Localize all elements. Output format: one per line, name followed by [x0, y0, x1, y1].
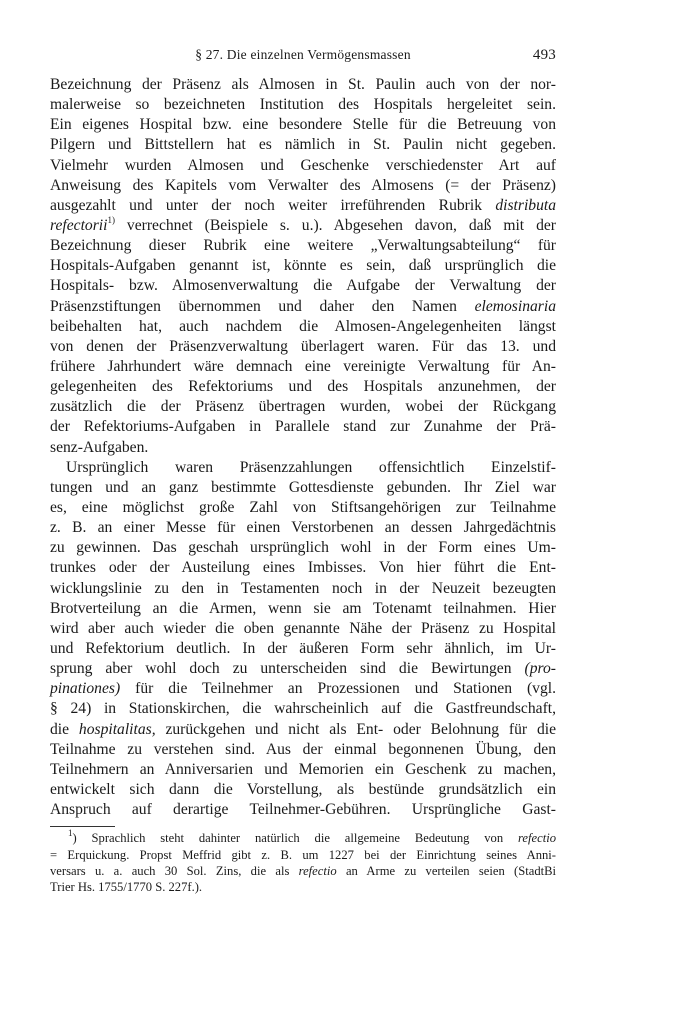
text-line: Anweisung des Kapitels vom Verwalter des Almosens (= der Präsenz)	[50, 176, 556, 194]
footnote-line: versars u. a. auch 30 Sol. Zins, die als refectio an Arme zu verteilen seien (StadtBi	[50, 863, 557, 878]
text-line: Brotverteilung an die Armen, wenn sie am Totenamt teilnahmen. Hier	[50, 599, 556, 617]
text-line: Bezeichnung dieser Rubrik eine weitere „Verwaltungsabteilung“ für	[50, 237, 556, 255]
footnote-line: = Erquickung. Propst Meffrid gibt z. B. um 1227 bei der Einrichtung seines Anni-	[50, 847, 556, 862]
text-line: wird aber auch wieder die oben genannte Nähe der Präsenz zu Hospital	[50, 619, 556, 637]
text-line: ausgezahlt und unter der noch weiter irreführenden Rubrik distributa	[50, 196, 556, 214]
text-line: sprung aber wohl doch zu unterscheiden sind die Bewirtungen (pro-	[50, 660, 556, 678]
text-line: von denen der Präsenzverwaltung überlagert waren. Für das 13. und	[50, 337, 556, 355]
italic-term: pinationes)	[50, 680, 121, 698]
italic-term: (pro-	[524, 660, 556, 678]
italic-term: elemosinaria	[474, 297, 556, 315]
running-head	[50, 47, 556, 69]
text-line: es, eine möglichst große Zahl von Stiftsangehörigen zur Teilnahme	[50, 498, 556, 516]
text-line: entwickelt sich dann die Vorstellung, als bestünde grundsätzlich ein	[50, 780, 556, 798]
text-line: pinationes) für die Teilnehmer an Prozessionen und Stationen (vgl.	[50, 680, 556, 698]
text-line: zusätzlich die der Präsenz übertragen wurden, wobei der Rückgang	[50, 398, 556, 416]
italic-term: refectio	[298, 863, 337, 878]
footnote-line: $^1$) Sprachlich steht dahinter natürlich die allgemeine Bedeutung von refectio	[68, 828, 556, 846]
italic-term: hospitalitas,	[78, 720, 156, 738]
text-line: Anspruch auf derartige Teilnehmer-Gebühren. Ursprüngliche Gast-	[50, 801, 556, 819]
footnote-line: Trier Hs. 1755/1770 S. 227f.).	[50, 880, 203, 895]
footnote	[50, 830, 556, 896]
text-line: malerweise so bezeichneten Institution des Hospitals hergeleitet sein.	[50, 96, 556, 114]
chapter-heading: § 27. Die einzelnen Vermögensmassen	[195, 47, 411, 62]
text-line: Ursprünglich waren Präsenzzahlungen offensichtlich Einzelstif-	[66, 458, 556, 476]
text-line: und Refektorium deutlich. In der äußeren Form sehr ähnlich, im Ur-	[50, 639, 556, 657]
text-line: Bezeichnung der Präsenz als Almosen in St. Paulin auch von der nor-	[50, 76, 556, 93]
text-line: Teilnehmern an Anniversarien und Memorien ein Geschenk zu machen,	[50, 760, 556, 778]
page-number: 493	[532, 47, 556, 63]
text-line: Hospitals-Aufgaben genannt ist, könnte es sein, daß ursprünglich die	[50, 257, 556, 275]
footnote-mark: 1	[68, 828, 73, 839]
text-line: refectorii$^{1)}$ verrechnet (Beispiele s. u.). Abgesehen davon, daß mit der	[50, 214, 556, 234]
text-line: Hospitals- bzw. Almosenverwaltung die Aufgabe der Verwaltung der	[50, 277, 556, 295]
italic-term: refectio	[518, 831, 556, 846]
text-line: Vielmehr wurden Almosen und Geschenke verschiedenster Art auf	[50, 156, 556, 174]
text-line: senz-Aufgaben.	[50, 438, 149, 456]
text-line: frühere Jahrhundert wäre demnach eine vereinigte Verwaltung für An-	[50, 357, 556, 375]
text-line: die hospitalitas, zurückgehen und nicht als Ent- oder Belohnung für die	[50, 720, 557, 738]
text-line: Präsenzstiftungen übernommen und daher den Namen elemosinaria	[50, 297, 556, 315]
footnote-reference: 1)	[107, 214, 115, 225]
text-line: beibehalten hat, auch nachdem die Almosen-Angelegenheiten längst	[50, 317, 556, 335]
text-line: wicklungslinie zu den in Testamenten noch in der Neuzeit bezeugten	[50, 579, 556, 597]
text-line: z. B. an einer Messe für einen Verstorbenen an dessen Jahrgedächtnis	[50, 519, 556, 537]
text-line: Pilgern und Bittstellern hat es nämlich in St. Paulin nicht gegeben.	[50, 136, 556, 154]
text-line: § 24) in Stationskirchen, die wahrscheinlich auf die Gastfreundschaft,	[50, 700, 556, 718]
text-line: zu gewinnen. Das geschah ursprünglich wohl in der Form eines Um-	[50, 539, 556, 557]
book-page	[50, 47, 556, 896]
text-line: Teilnahme zu verstehen sind. Aus der einmal begonnenen Übung, den	[50, 740, 556, 758]
italic-term: distributa	[495, 196, 556, 214]
text-line: trunkes oder der Austeilung eines Imbisses. Von hier führt die Ent-	[50, 559, 556, 577]
body-text	[50, 75, 556, 820]
text-line: gelegenheiten des Refektoriums und des Hospitals anzunehmen, der	[50, 378, 556, 396]
text-line: der Refektoriums-Aufgaben in Parallele stand zur Zunahme der Prä-	[50, 418, 556, 436]
text-line: tungen und an ganz bestimmte Gottesdienste gebunden. Ihr Ziel war	[50, 478, 556, 496]
text-line: Ein eigenes Hospital bzw. eine besondere Stelle für die Betreuung von	[50, 116, 556, 134]
italic-term: refectorii	[50, 216, 108, 234]
footnote-divider	[50, 826, 115, 827]
